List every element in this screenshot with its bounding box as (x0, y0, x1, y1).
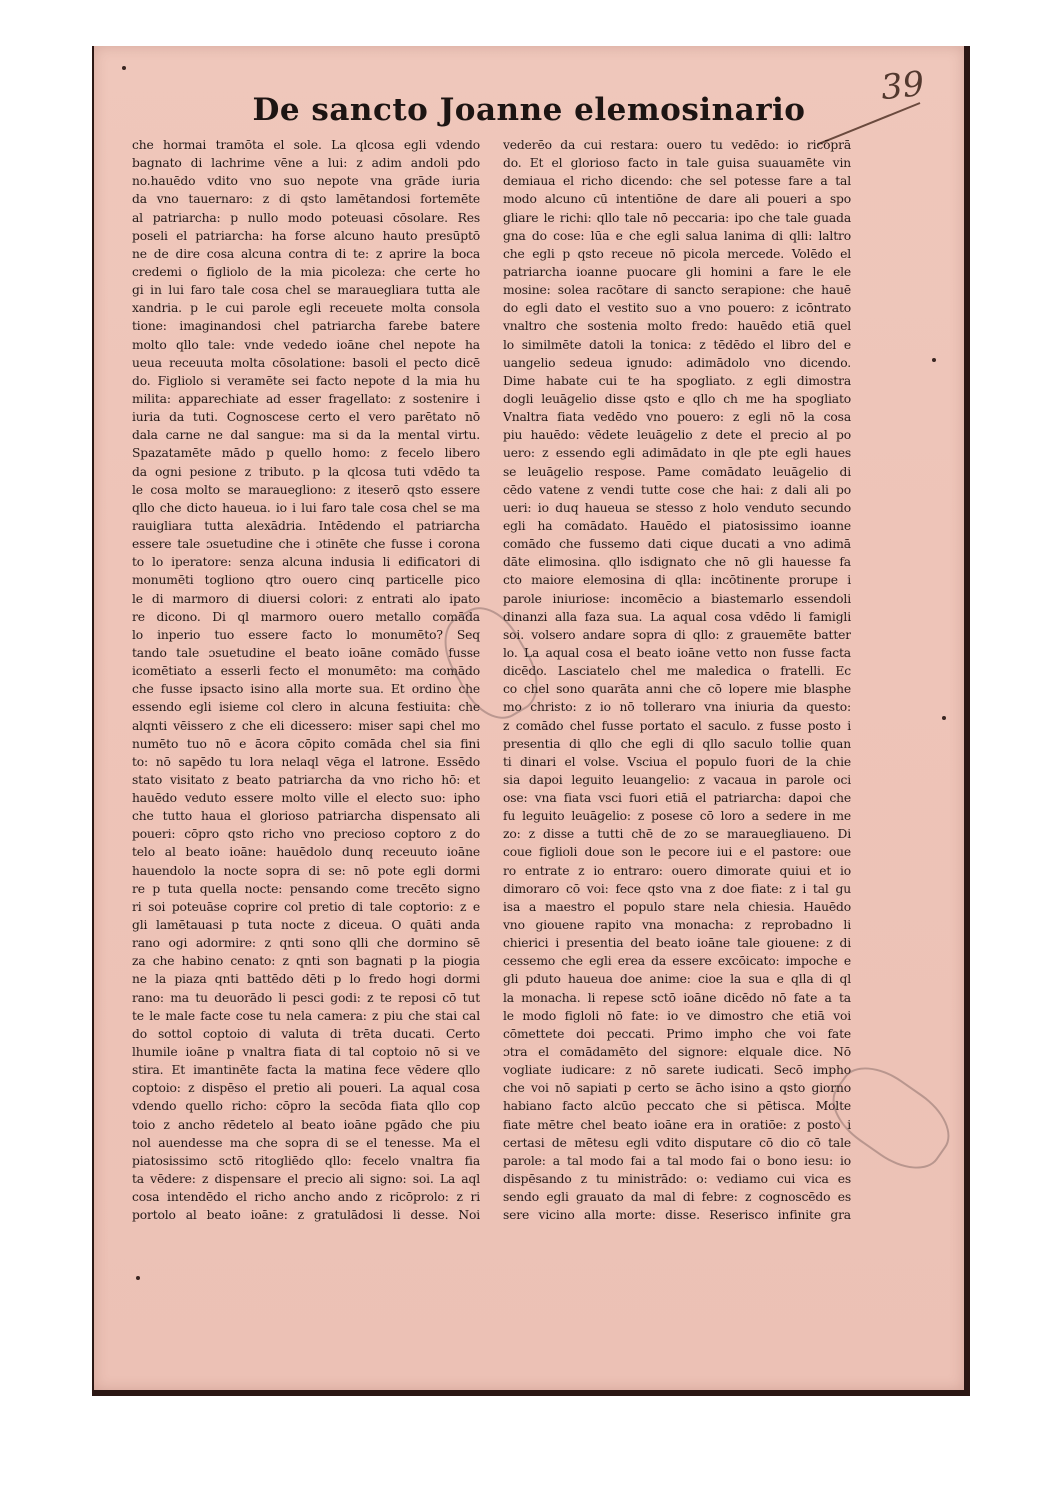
text-line: rauigliara tutta alexādria. Intēdendo el patriarcha (132, 518, 480, 533)
text-line: la monacha. li repese sctō ioāne dicēdo nō fate a ta (503, 990, 851, 1005)
text-line: certasi de mētesu egli vdito disputare cō dio cō tale (503, 1135, 851, 1150)
text-line: lo similmēte datoli la tonica: z tēdēdo el libro del e (503, 337, 851, 352)
text-line: Vnaltra fiata vedēdo vno pouero: z egli nō la cosa (503, 410, 851, 425)
text-line: icomētiato a esserli fecto el monumēto: ma comādo (132, 664, 480, 679)
text-line: da ogni pesione z tributo. p la qlcosa tuti vdēdo ta (132, 464, 480, 479)
text-line: dimoraro cō voi: fece qsto vna z doe fiate: z i tal gu (503, 881, 851, 896)
text-line: essere tale ɔsuetudine che i ɔtinēte che fusse i corona (132, 537, 480, 552)
text-line: do sottol coptoio di valuta di trēta ducati. Certo (132, 1026, 480, 1041)
text-line: ose: vna fiata vsci fuori etiā el patriarcha: dapoi che (503, 791, 851, 806)
text-line: telo al beato ioāne: hauēdolo dunq receuuto ioāne (132, 845, 480, 860)
text-line: do. Figliolo si veramēte sei facto nepote d la mia hu (132, 373, 480, 388)
text-line: chierici i presentia del beato ioāne tale giouene: z di (503, 936, 851, 951)
text-line: che fusse ipsacto isino alla morte sua. Et ordino che (132, 682, 480, 697)
text-line: milita: apparechiate ad esser fragellato: z sostenire i (132, 391, 480, 406)
text-line: soi. volsero andare sopra di qllo: z grauemēte batter (503, 627, 851, 642)
text-line: bagnato di lachrime vēne a lui: z adim andoli pdo (132, 156, 480, 171)
text-line: credemi o figliolo de la mia picoleza: che certe ho (132, 264, 480, 279)
text-line: mosine: solea racōtare di sancto serapione: che hauē (503, 283, 851, 298)
text-line: hauendolo la nocte sopra di se: nō pote egli dormi (132, 863, 480, 878)
text-line: le di marmoro di diuersi colori: z entrati alo ipato (132, 591, 480, 606)
text-line: dinanzi alla faza sua. La aqual cosa vdēdo li famigli (503, 609, 851, 624)
running-head: De sancto Joanne elemosinario (252, 92, 806, 128)
text-line: ro entrate z io entraro: ouero dimorate quiui et io (503, 863, 851, 878)
text-line: numēto tuo nō e ācora cōpito comāda chel sia fini (132, 736, 480, 751)
text-line: rano ogi adormire: z qnti sono qlli che dormino sē (132, 936, 480, 951)
text-line: che tutto haua el glorioso patriarcha dispensato ali (132, 809, 480, 824)
text-line: fiate mētre chel beato ioāne era in oratiōe: z posto i (503, 1117, 851, 1132)
text-line: stato visitato z beato patriarcha da vno richo hō: et (132, 772, 480, 787)
text-line: gli lamētauasi p tuta nocte z diceua. O quāti anda (132, 918, 480, 933)
folio-number: 39 (878, 63, 926, 109)
text-line: le modo figloli nō fate: io ve dimostro che etiā voi (503, 1008, 851, 1023)
text-line: dala carne ne dal sangue: ma si da la mental virtu. (132, 428, 480, 443)
text-line: alqnti vēissero z che eli dicessero: miser sapi chel mo (132, 718, 480, 733)
text-line: sendo egli grauato da mal di febre: z cognoscēdo es (503, 1190, 851, 1205)
text-line: Dime habate cui te ha spogliato. z egli dimostra (503, 373, 851, 388)
text-line: da vno tauernaro: z di qsto lamētandosi fortemēte (132, 192, 480, 207)
text-line: co chel sono quarāta anni che cō lopere mie blasphe (503, 682, 851, 697)
ink-speck (942, 716, 946, 720)
text-line: portolo al beato ioāne: z gratulādosi li desse. Noi (132, 1208, 480, 1223)
text-line: tione: imaginandosi chel patriarcha farebe batere (132, 319, 480, 334)
text-line: ne la piaza qnti battēdo dēti p lo fredo hogi dormi (132, 972, 480, 987)
text-line: gliare le richi: qllo tale nō peccaria: ipo che tale guada (503, 210, 851, 225)
text-line: te le male facte cose tu nela camera: z piu che stai cal (132, 1008, 480, 1023)
text-line: ri soi poteuāse coprire col pretio di tale coptorio: z e (132, 899, 480, 914)
text-line: dicēdo. Lasciatelo chel me maledica o fratelli. Ec (503, 664, 851, 679)
text-line: do egli dato el vestito suo a vno pouero: z icōntrato (503, 301, 851, 316)
text-line: piatosissimo sctō ritogliēdo qllo: fecelo vnaltra fia (132, 1153, 480, 1168)
text-line: coue figlioli doue son le pecore iui e el pastore: oue (503, 845, 851, 860)
text-line: vederēo da cui restara: ouero tu vedēdo: io ricōprā (503, 138, 851, 152)
text-line: vdendo quello richo: cōpro la secōda fiata qllo cop (132, 1099, 480, 1114)
text-line: hauēdo veduto essere molto ville el electo suo: ipho (132, 791, 480, 806)
text-line: dāte elimosina. qllo isdignato che nō gli hauesse fa (503, 555, 851, 570)
text-line: parole: a tal modo fai a tal modo fai o bono iesu: io (503, 1153, 851, 1168)
text-line: lhumile ioāne p vnaltra fiata di tal coptoio nō si ve (132, 1045, 480, 1060)
text-line: qllo che dicto haueua. io i lui faro tale cosa chel se ma (132, 500, 480, 515)
text-line: ueua receuuta molta cōsolatione: basoli el pecto dicē (132, 355, 480, 370)
text-line: vnaltro che sostenia molto fredo: hauēdo etiā quel (503, 319, 851, 334)
text-line: patriarcha ioanne puocare gli homini a fare le ele (503, 264, 851, 279)
text-line: no.hauēdo vdito vno suo nepote vna grāde iuria (132, 174, 480, 189)
text-line: vogliate iudicare: z nō sarete iudicati. Secō impho (503, 1063, 851, 1078)
text-line: lo inperio tuo essere facto lo monumēto? Seq (132, 627, 480, 642)
ink-speck (122, 66, 126, 70)
text-line: sia dapoi leguito leuangelio: z vacaua in parole oci (503, 772, 851, 787)
text-line: le cosa molto se marauegliono: z iteserō qsto essere (132, 482, 480, 497)
text-line: se leuāgelio respose. Pame comādato leuāgelio di (503, 464, 851, 479)
ink-speck (136, 1276, 140, 1280)
text-line: ɔtra el comādamēto del signore: elquale dice. Nō (503, 1045, 851, 1060)
text-line: gna do cose: lūa e che egli salua lanima di qlli: laltro (503, 228, 851, 243)
printed-leaf (94, 46, 964, 1390)
text-line: za che habino cenato: z qnti son bagnati p la piogia (132, 954, 480, 969)
text-line: cēdo vatene z vendi tutte cose che hai: z dali ali po (503, 482, 851, 497)
text-line: vno giouene rapito vna monacha: z reprobadno li (503, 918, 851, 933)
text-line: to: nō sapēdo tu lora nelaql vēga el latrone. Essēdo (132, 754, 480, 769)
text-line: presentia di qllo che egli di qllo saculo tollie quan (503, 736, 851, 751)
text-line: ti dinari el volse. Vsciua el populo fuori de la chie (503, 754, 851, 769)
text-line: cto maiore elemosina di qlla: incōtinente prorupe i (503, 573, 851, 588)
text-line: xandria. p le cui parole egli receuete molta consola (132, 301, 480, 316)
text-line: re dicono. Di ql marmoro ouero metallo comāda (132, 609, 480, 624)
ink-speck (932, 358, 936, 362)
text-line: cosa intendēdo el richo ancho ando z ricōprolo: z ri (132, 1190, 480, 1205)
text-line: z comādo chel fusse portato el saculo. z fusse posto i (503, 718, 851, 733)
text-line: monumēti togliono qtro ouero cinq particelle pico (132, 573, 480, 588)
text-line: essendo egli isieme col clero in alcuna festiuita: che (132, 700, 480, 715)
text-line: comādo che fussemo dati cique ducati a vno adimā (503, 537, 851, 552)
page-photo (92, 46, 970, 1396)
text-line: egli ha comādato. Hauēdo el piatosissimo ioanne (503, 518, 851, 533)
text-line: iuria da tuti. Cognoscese certo el vero parētato nō (132, 410, 480, 425)
text-line: lo. La aqual cosa el beato ioāne vetto non fusse facta (503, 645, 851, 660)
text-column-left (132, 136, 480, 1224)
text-line: toio z ancho rēdetelo al beato ioāne pgādo che piu (132, 1117, 480, 1132)
text-line: uangelio sedeua ignudo: adimādolo vno dicendo. (503, 355, 851, 370)
text-line: Spazatamēte mādo p quello homo: z fecelo libero (132, 446, 480, 461)
text-line: molto qllo tale: vnde vededo ioāne chel nepote ha (132, 337, 480, 352)
text-line: fu leguito leuāgelio: z posese cō loro a sedere in me (503, 809, 851, 824)
text-line: mo christo: z io nō tolleraro vna iniuria da questo: (503, 700, 851, 715)
text-line: habiano facto alcūo peccato che si pētisca. Molte (503, 1099, 851, 1114)
text-line: coptoio: z dispēso el pretio ali poueri. La aqual cosa (132, 1081, 480, 1096)
text-line: parole iniuriose: incomēcio a biastemarlo essendoli (503, 591, 851, 606)
text-line: cessemo che egli erea da essere excōicato: impoche e (503, 954, 851, 969)
text-line: nol auendesse ma che sopra di se el tenesse. Ma el (132, 1135, 480, 1150)
text-line: poueri: cōpro qsto richo vno precioso coptoro z do (132, 827, 480, 842)
text-line: zo: z disse a tutti chē de zo se marauegliaueno. Di (503, 827, 851, 842)
text-line: re p tuta quella nocte: pensando come trecēto signo (132, 881, 480, 896)
text-line: tando tale ɔsuetudine el beato ioāne comādo fusse (132, 645, 480, 660)
text-line: do. Et el glorioso facto in tale guisa suauamēte vin (503, 156, 851, 171)
text-column-right (503, 136, 851, 1224)
text-line: ta vēdere: z dispensare el precio ali signo: soi. La aql (132, 1172, 480, 1187)
text-line: demiaua el richo dicendo: che sel potesse fare a tal (503, 174, 851, 189)
text-line: to lo iperatore: senza alcuna indusia li edificatori di (132, 555, 480, 570)
text-line: gli pduto haueua doe anime: cioe la sua e qlla di ql (503, 972, 851, 987)
text-line: al patriarcha: p nullo modo poteuasi cōsolare. Res (132, 210, 480, 225)
text-line: che voi nō sapiati p certo se ācho isino a qsto giorno (503, 1081, 851, 1096)
text-line: ne de dire cosa alcuna contra di te: z aprire la boca (132, 246, 480, 261)
text-line: che egli p qsto receue nō picola mercede. Volēdo el (503, 246, 851, 261)
text-line: poseli el patriarcha: ha forse alcuno hauto presūptō (132, 228, 480, 243)
text-line: cōmettete doi peccati. Primo impho che voi fate (503, 1026, 851, 1041)
text-line: rano: ma tu deuorādo li pesci godi: z te reposi cō tut (132, 990, 480, 1005)
text-line: isa a maestro el populo stare nela chiesia. Hauēdo (503, 899, 851, 914)
text-line: stira. Et imantinēte facta la matina fece vēdere qllo (132, 1063, 480, 1078)
text-line: gi in lui faro tale cosa chel se marauegliara tutta ale (132, 283, 480, 298)
text-line: sere vicino alla morte: disse. Reserisco infinite gra (503, 1208, 851, 1223)
text-line: ueri: io duq haueua se stesso z holo venduto secundo (503, 500, 851, 515)
text-line: uero: z essendo egli adimādato in qle pte egli haues (503, 446, 851, 461)
text-line: piu hauēdo: vēdete leuāgelio z dete el precio al po (503, 428, 851, 443)
text-line: dogli leuāgelio disse qsto e qllo ch me ha spogliato (503, 391, 851, 406)
text-line: dispēsando z tu ministrādo: o: vediamo cui vica es (503, 1172, 851, 1187)
text-line: modo alcuno cū intentiōne de dare ali poueri a spo (503, 192, 851, 207)
text-line: che hormai tramōta el sole. La qlcosa egli vdendo (132, 138, 480, 152)
